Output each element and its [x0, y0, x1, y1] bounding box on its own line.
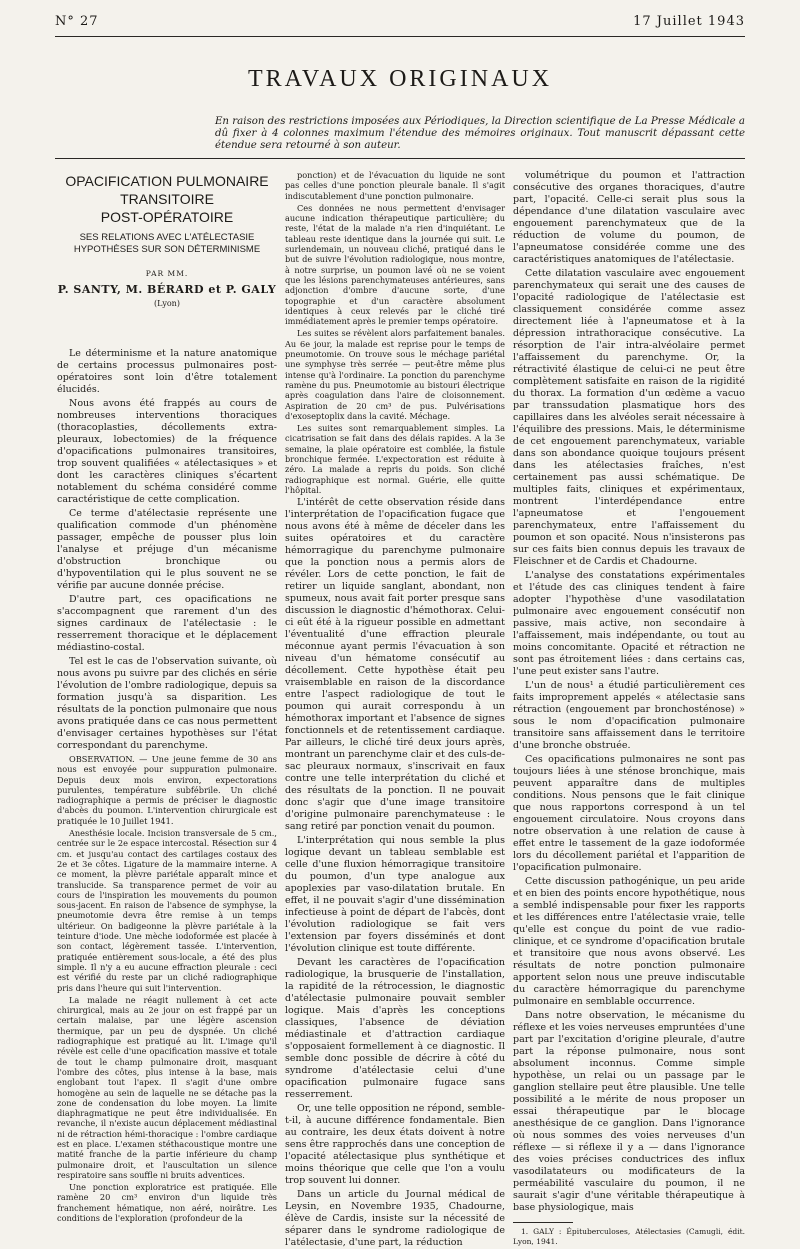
- article-title: [57, 172, 277, 226]
- header-divider: [55, 36, 745, 37]
- paragraph: Le déterminisme et la nature anatomique de certains processus pulmonaires post-opératoires sont loin d'être totalement élucidés.: [57, 348, 277, 395]
- observation-paragraph: OBSERVATION. — Une jeune femme de 30 ans nous est envoyée pour suppuration pulmonaire. Depuis deux mois environ, expectorations purulentes, température subfébrile. Un cliché radiographique a permis de préciser le diagnostic d'abcès du poumon. L'intervention chirurgicale est pratiquée le 10 Juillet 1941.: [57, 754, 277, 826]
- title-line: OPACIFICATION PULMONAIRE: [65, 173, 269, 189]
- observation-paragraph: ponction) et de l'évacuation du liquide ne sont pas celles d'une ponction pleurale banale. Il s'agit indiscutablement d'une ponction pulmonaire.: [285, 170, 505, 201]
- paragraph: Nous avons été frappés au cours de nombreuses interventions thoraciques (thoracoplasties, décollements extra-pleuraux, lobectomies) de la fréquence d'opacifications pulmonaires transitoires, trop souvent qualifiées « atélectasiques » et dont les caractères cliniques s'écartent notablement du schéma considéré comme caractéristique de cette complication.: [57, 398, 277, 505]
- observation-paragraph: Une ponction exploratrice est pratiquée. Elle ramène 20 cm³ environ d'un liquide très franchement hématique, non aéré, noirâtre. Les conditions de l'exploration (profondeur de la: [57, 1182, 277, 1224]
- article-subtitle: [57, 232, 277, 256]
- paragraph: Cette discussion pathogénique, un peu aride et en bien des points encore hypothétique, nous a semblé indispensable pour fixer les rapports et les différences entre l'atélectasie vraie, telle qu'elle est conçue du point de vue radio-clinique, et ce syndrome d'opacification brutale et transitoire que nous avons observé. Les résultats de notre ponction pulmonaire apportent selon nous une preuve indiscutable du caractère hémorragique du parenchyme pulmonaire en semblable occurrence.: [513, 876, 745, 1007]
- paragraph: Dans un article du Journal médical de Leysin, en Novembre 1935, Chadourne, élève de Cardis, insiste sur la nécessité de séparer dans le syndrome radiologique de l'atélectasie, d'une part, la réduction: [285, 1189, 505, 1249]
- section-title: TRAVAUX ORIGINAUX: [247, 66, 553, 92]
- observation-continued: [285, 170, 505, 495]
- title-line: TRANSITOIRE: [120, 191, 214, 207]
- paragraph: Devant les caractères de l'opacification radiologique, la brusquerie de l'installation, la rapidité de la rétrocession, le diagnostic d'atélectasie pulmonaire pouvait sembler logique. Mais d'après les conceptions classiques, l'absence de déviation médiastinale et d'attraction cardiaque s'opposaient formellement à ce diagnostic. Il semble donc possible de décrire à côté du syndrome d'atélectasie celui d'une opacification pulmonaire fugace sans resserrement.: [285, 957, 505, 1101]
- paragraph: Dans notre observation, le mécanisme du réflexe et les voies nerveuses empruntées d'une part par l'excitation d'origine pleurale, d'autre part la réponse pulmonaire, nous sont absolument inconnus. Comme simple hypothèse, un relai ou un passage par le ganglion stellaire peut être plausible. Une telle possibilité a le mérite de nous proposer un essai thérapeutique par le blocage anesthésique de ce ganglion. Dans l'ignorance où nous sommes des voies nerveuses d'un réflexe — si réflexe il y a — dans l'ignorance des voies précises conductrices des influx vasodilatateurs ou modificateurs de la perméabilité vasculaire du poumon, il ne saurait s'agir d'une véritable thérapeutique à base physiologique, mais: [513, 1010, 745, 1213]
- observation-paragraph: Ces données ne nous permettent d'envisager aucune indication thérapeutique particulière; du reste, l'état de la malade n'a rien d'inquiétant. Le tableau reste identique dans la journée qui suit. Le surlendemain, un nouveau cliché, pratiqué dans le but de suivre l'évolution radiologique, nous montre, à notre surprise, un poumon lavé où ne se voient que les lésions parenchymateuses antérieures, sans adjonction d'ombre d'aucune sorte, d'une topographie et d'un caractère absolument identiques à ceux relevés par le cliché tiré immédiatement après le premier temps opératoire.: [285, 202, 505, 327]
- subtitle-line: SES RELATIONS AVEC L'ATÉLECTASIE: [79, 232, 255, 243]
- authors: P. SANTY, M. BÉRARD et P. GALY: [57, 283, 277, 296]
- paragraph: Ce terme d'atélectasie représente une qualification commode d'un phénomène passager, empêche de pousser plus loin l'analyse et préjuge d'un mécanisme d'obstruction bronchique ou d'hypoventilation qui le plus souvent ne se vérifie par aucune donnée précise.: [57, 508, 277, 591]
- paragraph: Tel est le cas de l'observation suivante, où nous avons pu suivre par des clichés en série l'évolution de l'ombre radiologique, depuis sa formation jusqu'à sa disparition. Les résultats de la ponction pulmonaire que nous avons pratiquée dans ce cas nous permettent d'envisager certaines hypothèses sur l'état correspondant du parenchyme.: [57, 656, 277, 751]
- issue-date: 17 Juillet 1943: [633, 14, 745, 29]
- column-3: [513, 170, 745, 1246]
- footnote: 1. GALY : Épituberculoses, Atélectasies (Camugli, édit. Lyon, 1941.: [513, 1227, 745, 1246]
- observation-paragraph: La malade ne réagit nullement à cet acte chirurgical, mais au 2e jour on est frappé par un certain malaise, par une légère ascension thermique, par un peu de dyspnée. Un cliché radiographique est pratiqué au lit. L'image qu'il révèle est celle d'une opacification massive et totale de tout le champ pulmonaire droit, masquant l'ombre des côtes, plus intense à la base, mais englobant tout l'apex. Il s'agit d'une ombre homogène au sein de laquelle ne se détache pas la zone de condensation du lobe moyen. La limite diaphragmatique ne peut être individualisée. En revanche, il n'existe aucun déplacement médiastinal ni de rétraction hémi-thoracique : l'ombre cardiaque est en place. L'examen stéthacoustique montre une matité franche de la partie inférieure du champ pulmonaire droit, et l'auscultation un silence respiratoire sans souffle ni bruits adventices.: [57, 994, 277, 1180]
- observation-paragraph: Les suites se révèlent alors parfaitement banales. Au 6e jour, la malade est reprise pour le temps de pneumotomie. On trouve sous le méchage pariétal une symphyse très serrée — peut-être même plus intense qu'à l'ordinaire. La ponction du parenchyme ramène du pus. Pneumotomie au bistouri électrique après coagulation dans l'aire de cloisonnement. Aspiration de 20 cm³ de pus. Pulvérisations d'exoseptoplix dans la cavité. Méchage.: [285, 328, 505, 421]
- byline-par: PAR MM.: [145, 269, 189, 278]
- affiliation-city: (Lyon): [154, 299, 180, 308]
- title-line: POST-OPÉRATOIRE: [100, 209, 234, 225]
- paragraph: volumétrique du poumon et l'attraction consécutive des organes thoraciques, d'autre part, l'opacité. Celle-ci serait plus sous la dépendance d'une dilatation vasculaire avec engouement parenchymateux que de la réduction de volume du poumon, de l'apneumatose considérée comme une des caractéristiques anatomiques de l'atélectasie.: [513, 170, 745, 265]
- paragraph: D'autre part, ces opacifications ne s'accompagnent que rarement d'un des signes cardinaux de l'atélectasie : le resserrement thoracique et le déplacement médiastino-costal.: [57, 594, 277, 653]
- editorial-notice: En raison des restrictions imposées aux Périodiques, la Direction scientifique de La Presse Médicale a dû fixer à 4 colonnes maximum l'étendue des mémoires originaux. Tout manuscrit dépassant cette étendue sera retourné à son auteur.: [215, 116, 745, 151]
- paragraph: L'analyse des constatations expérimentales et l'étude des cas cliniques tendent à faire adopter l'hypothèse d'une vasodilatation pulmonaire avec engouement consécutif non passive, mais active, non secondaire à l'affaissement, mais indépendante, ou tout au moins concomitante. Opacité et rétraction ne sont pas étroitement liées : dans certains cas, l'une peut exister sans l'autre.: [513, 570, 745, 677]
- paragraph: Cette dilatation vasculaire avec engouement parenchymateux qui serait une des causes de l'opacité radiologique de l'atélectasie est classiquement considérée comme assez directement liée à l'apneumatose et à la dépression intrathoracique consécutive. La résorption de l'air intra-alvéolaire permet l'affaissement du parenchyme. Or, la rétractivité élastique de celui-ci ne peut être complètement satisfaite en raison de la rigidité du thorax. La formation d'un œdème a vacuo par transsudation plasmatique hors des capillaires dans les alvéoles serait nécessaire à l'équilibre des pressions. Mais, le déterminisme de cet engouement parenchymateux, variable dans son abondance quoique toujours présent dans les atélectasies fraîches, n'est certainement pas aussi schématique. De multiples faits, cliniques et expérimentaux, montrent l'interdépendance entre l'apneumatose et l'engouement parenchymateux, entre l'affaissement du poumon et son opacité. Nous n'insisterons pas sur ces faits bien connus depuis les travaux de Fleischner et de Cardis et Chadourne.: [513, 268, 745, 567]
- column-2: [285, 170, 506, 1249]
- footnote-divider: [513, 1222, 573, 1223]
- observation-paragraph: Anesthésie locale. Incision transversale de 5 cm., centrée sur le 2e espace intercostal. Résection sur 4 cm. et jusqu'au contact des cartilages costaux des 2e et 3e côtes. Ligature de la mammaire interne. A ce moment, la plèvre pariétale apparaît mince et translucide. Sa transparence permet de voir au cours de l'inspiration les mouvements du poumon sous-jacent. En raison de l'absence de symphyse, la pneumotomie devra être remise à un temps ultérieur. On badigeonne la plèvre pariétale à la teinture d'iode. Une mèche iodoformée est placée à son contact, légèrement tassée. L'intervention, pratiquée entièrement sous-locale, a été des plus simple. Il n'y a eu aucune effraction pleurale : ceci est vérifié du reste par un cliché radiographique pris dans l'heure qui suit l'intervention.: [57, 828, 277, 993]
- page-header: [55, 14, 745, 34]
- observation-paragraph: Les suites sont remarquablement simples. La cicatrisation se fait dans des délais rapides. A la 3e semaine, la plaie opératoire est comblée, la fistule bronchique fermée. L'expectoration est réduite à zéro. La malade a repris du poids. Son cliché radiographique est normal. Guérie, elle quitte l'hôpital.: [285, 423, 505, 495]
- subtitle-line: HYPOTHÈSES SUR SON DÉTERMINISME: [73, 244, 261, 255]
- paragraph: L'un de nous¹ a étudié particulièrement ces faits improprement appelés « atélectasie sans rétraction (engouement par bronchosténose) » sous le nom d'opacification pulmonaire transitoire sans affaissement dans le territoire d'une bronche obstruée.: [513, 680, 745, 751]
- paragraph: L'interprétation qui nous semble la plus logique devant un tableau semblable est celle d'une fluxion hémorragique transitoire du poumon, d'un type analogue aux apoplexies par vaso-dilatation brutale. En effet, il ne pouvait s'agir d'une dissémination infectieuse à point de départ de l'abcès, dont l'évolution radiologique se fait vers l'extension par foyers disséminés et dont l'évolution clinique est toute différente.: [285, 835, 505, 955]
- paragraph: L'intérêt de cette observation réside dans l'interprétation de l'opacification fugace que nous avons été à même de déceler dans les suites opératoires et du caractère hémorragique du parenchyme pulmonaire que la ponction nous a permis alors de révéler. Lors de cette ponction, le fait de retirer un liquide sanglant, abondant, non spumeux, nous avait fait porter presque sans discussion le diagnostic d'hémothorax. Celui-ci eût été à la rigueur possible en admettant l'éventualité d'une effraction pleurale méconnue ayant permis l'évacuation à son niveau d'un hématome consécutif au décollement. Cette hypothèse était peu vraisemblable en raison de la discordance entre l'aspect radiologique de tout le poumon qui aurait correspondu à un hémothorax important et l'absence de signes fonctionnels et de retentissement cardiaque. Par ailleurs, le cliché tiré deux jours après, montrant un parenchyme clair et des culs-de-sac pleuraux normaux, s'inscrivait en faux contre une telle interprétation du cliché et des résultats de la ponction. Il ne pouvait donc s'agir que d'une image transitoire d'origine pulmonaire parenchymateuse : le sang retiré par ponction venait du poumon.: [285, 497, 505, 833]
- column-1: [57, 170, 277, 1224]
- paragraph: Or, une telle opposition ne répond, semble-t-il, à aucune différence fondamentale. Bien au contraire, les deux états doivent à notre sens être rapprochés dans une conception de l'opacité atélectasique plus synthétique et moins théorique que celle que l'on a voulu trop souvent lui donner.: [285, 1103, 506, 1187]
- observation-block: [57, 754, 277, 1223]
- paragraph: Ces opacifications pulmonaires ne sont pas toujours liées à une sténose bronchique, mais peuvent apparaître dans de multiples conditions. Nous pensons que le fait clinique que nous rapportons correspond à un tel engouement circulatoire. Nous croyons dans notre observation à une relation de cause à effet entre le tassement de la gaze iodoformée lors du décollement pariétal et l'apparition de l'opacification pulmonaire.: [513, 754, 745, 873]
- notice-divider: [55, 158, 745, 159]
- issue-number: N° 27: [55, 14, 99, 29]
